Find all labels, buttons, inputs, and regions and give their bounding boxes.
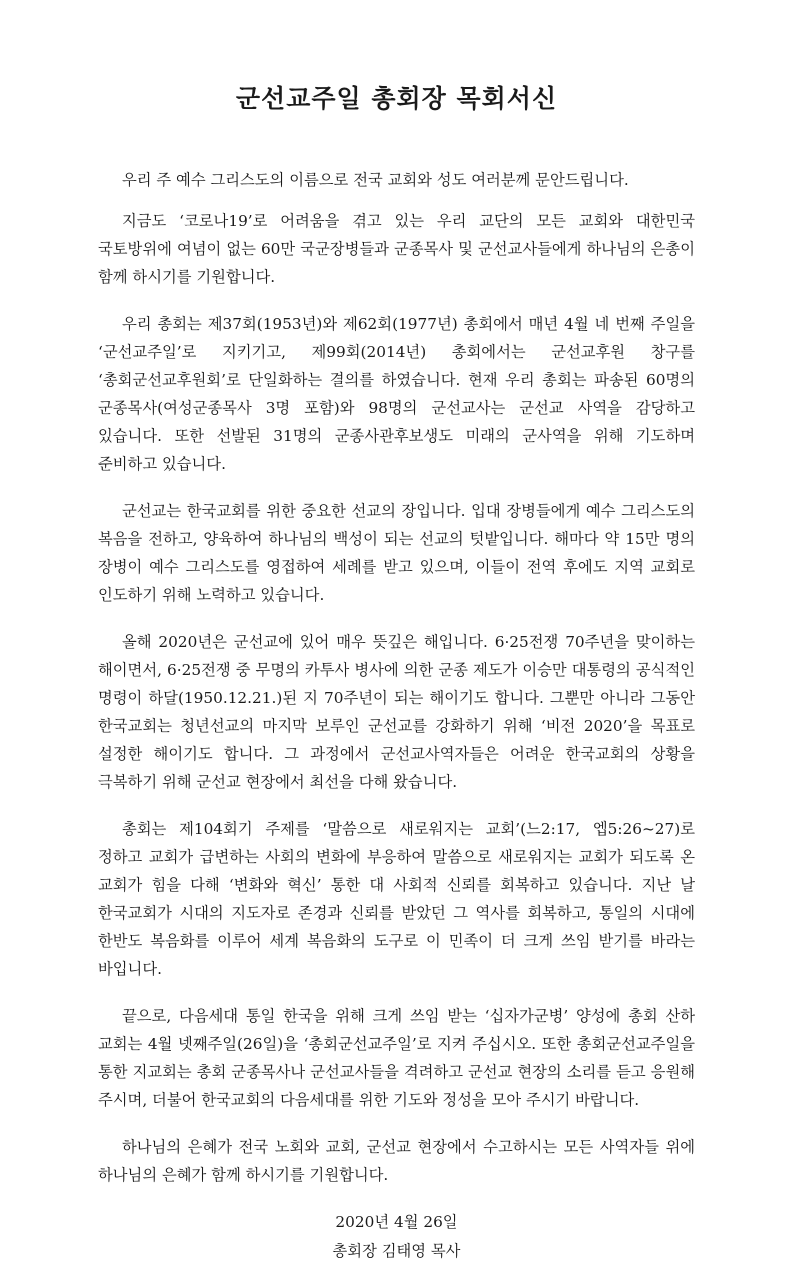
page-title: 군선교주일 총회장 목회서신: [235, 84, 558, 113]
body-paragraph: 총회는 제104회기 주제를 ‘말씀으로 새로워지는 교회’(느2:17, 엡5:26~27)로 정하고 교회가 급변하는 사회의 변화에 부응하여 말씀으로 새로워지는 교회가 되도록 온 교회가 힘을 다해 ‘변화와 혁신’ 통한 대 사회적 신뢰를 회복하고 있습니다. 지난 날 한국교회가 시대의 지도자로 존경과 신뢰를 받았던 그 역사를 회복하고, 통일의 시대에 한반도 복음화를 이루어 세계 복음화의 도구로 이 민족이 더 크게 쓰임 받기를 바라는 바입니다.: [98, 820, 695, 978]
body-paragraph: 올해 2020년은 군선교에 있어 매우 뜻깊은 해입니다. 6·25전쟁 70주년을 맞이하는 해이면서, 6·25전쟁 중 무명의 카투사 병사에 의한 군종 제도가 이승만 대통령의 공식적인 명령이 하달(1950.12.21.)된 지 70주년이 되는 해이기도 합니다. 그뿐만 아니라 그동안 한국교회는 청년선교의 마지막 보루인 군선교를 강화하기 위해 ‘비전 2020’을 목표로 설정한 해이기도 합니다. 그 과정에서 군선교사역자들은 어려운 한국교회의 상황을 극복하기 위해 군선교 현장에서 최선을 다해 왔습니다.: [98, 633, 695, 791]
greeting-paragraph: 우리 주 예수 그리스도의 이름으로 전국 교회와 성도 여러분께 문안드립니다.: [122, 171, 629, 189]
signature: 총회장 김태영 목사: [332, 1242, 461, 1260]
body-paragraph: 지금도 ‘코로나19’로 어려움을 겪고 있는 우리 교단의 모든 교회와 대한민국 국토방위에 여념이 없는 60만 국군장병들과 군종목사 및 군선교사들에게 하나님의 은총이 함께 하시기를 기원합니다.: [98, 212, 695, 286]
body-paragraph: 끝으로, 다음세대 통일 한국을 위해 크게 쓰임 받는 ‘십자가군병’ 양성에 총회 산하 교회는 4월 넷째주일(26일)을 ‘총회군선교주일’로 지켜 주십시오. 또한 총회군선교주일을 통한 지교회는 총회 군종목사나 군선교사들을 격려하고 군선교 현장의 소리를 듣고 응원해 주시며, 더불어 한국교회의 다음세대를 위한 기도와 정성을 모아 주시기 바랍니다.: [98, 1007, 695, 1109]
letter-date: 2020년 4월 26일: [335, 1213, 458, 1231]
body-paragraph: 군선교는 한국교회를 위한 중요한 선교의 장입니다. 입대 장병들에게 예수 그리스도의 복음을 전하고, 양육하여 하나님의 백성이 되는 선교의 텃밭입니다. 해마다 약 15만 명의 장병이 예수 그리스도를 영접하여 세례를 받고 있으며, 이들이 전역 후에도 지역 교회로 인도하기 위해 노력하고 있습니다.: [98, 502, 695, 604]
body-paragraph: 우리 총회는 제37회(1953년)와 제62회(1977년) 총회에서 매년 4월 네 번째 주일을 ‘군선교주일’로 지키기고, 제99회(2014년) 총회에서는 군선교후원 창구를 ‘총회군선교후원회’로 단일화하는 결의를 하였습니다. 현재 우리 총회는 파송된 60명의 군종목사(여성군종목사 3명 포함)와 98명의 군선교사는 군선교 사역을 감당하고 있습니다. 또한 선발된 31명의 군종사관후보생도 미래의 군사역을 위해 기도하며 준비하고 있습니다.: [98, 315, 695, 473]
closing-paragraph: 하나님의 은혜가 전국 노회와 교회, 군선교 현장에서 수고하시는 모든 사역자들 위에 하나님의 은혜가 함께 하시기를 기원합니다.: [98, 1138, 695, 1184]
